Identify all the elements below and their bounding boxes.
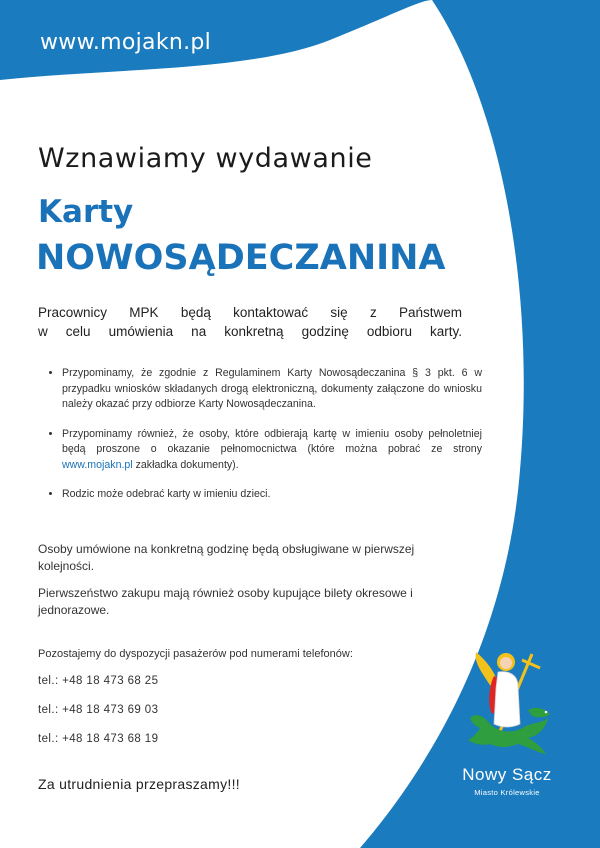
appointments-paragraph: Osoby umówione na konkretną godzinę będą obsługiwane w pierwszej kolejności.	[38, 542, 415, 573]
priority-paragraph: Pierwszeństwo zakupu mają również osoby kupujące bilety okresowe i jednorazowe.	[38, 586, 413, 617]
city-subtitle: Miasto Królewskie	[474, 788, 540, 797]
website-url[interactable]: www.mojakn.pl	[40, 30, 212, 55]
notes-list	[42, 366, 482, 503]
city-name: Nowy Sącz	[462, 765, 552, 784]
title-line-1: Karty	[38, 194, 134, 230]
phone-number[interactable]: tel.: +48 18 473 68 25	[38, 675, 159, 687]
headline: Wznawiamy wydawanie	[38, 143, 373, 174]
city-crest-icon	[462, 648, 562, 758]
phone-number[interactable]: tel.: +48 18 473 69 03	[38, 704, 159, 716]
list-item	[62, 427, 482, 474]
list-item: • Rodzic może odebrać karty w imieniu dzieci.	[62, 487, 482, 503]
apology-text: Za utrudnienia przepraszamy!!!	[38, 776, 240, 792]
intro-line-1: Pracownicy MPK będą kontaktować się z Państwem	[38, 305, 462, 320]
intro-line-2: w celu umówienia na konkretną godzinę odbioru karty.	[38, 324, 462, 339]
note-text: zakładka dokumenty).	[135, 458, 239, 471]
list-item: • Przypominamy, że zgodnie z Regulaminem Karty Nowosądeczanina § 3 pkt. 6 w przypadku wniosków składanych drogą elektroniczną, dokumenty załączone do wniosku należy okazać przy odbiorze Karty Nowosądeczanina.	[62, 366, 482, 413]
contact-label: Pozostajemy do dyspozycji pasażerów pod numerami telefonów:	[38, 648, 353, 660]
website-link[interactable]: www.mojakn.pl	[62, 458, 133, 471]
phone-number[interactable]: tel.: +48 18 473 68 19	[38, 733, 159, 745]
intro-paragraph	[38, 303, 462, 341]
title-line-2: NOWOSĄDECZANINA	[36, 238, 446, 278]
note-text: Przypominamy również, że osoby, które odbierają kartę w imieniu osoby pełnoletniej będą proszone o okazanie pełnomocnictwa (które można pobrać ze strony	[62, 427, 482, 455]
